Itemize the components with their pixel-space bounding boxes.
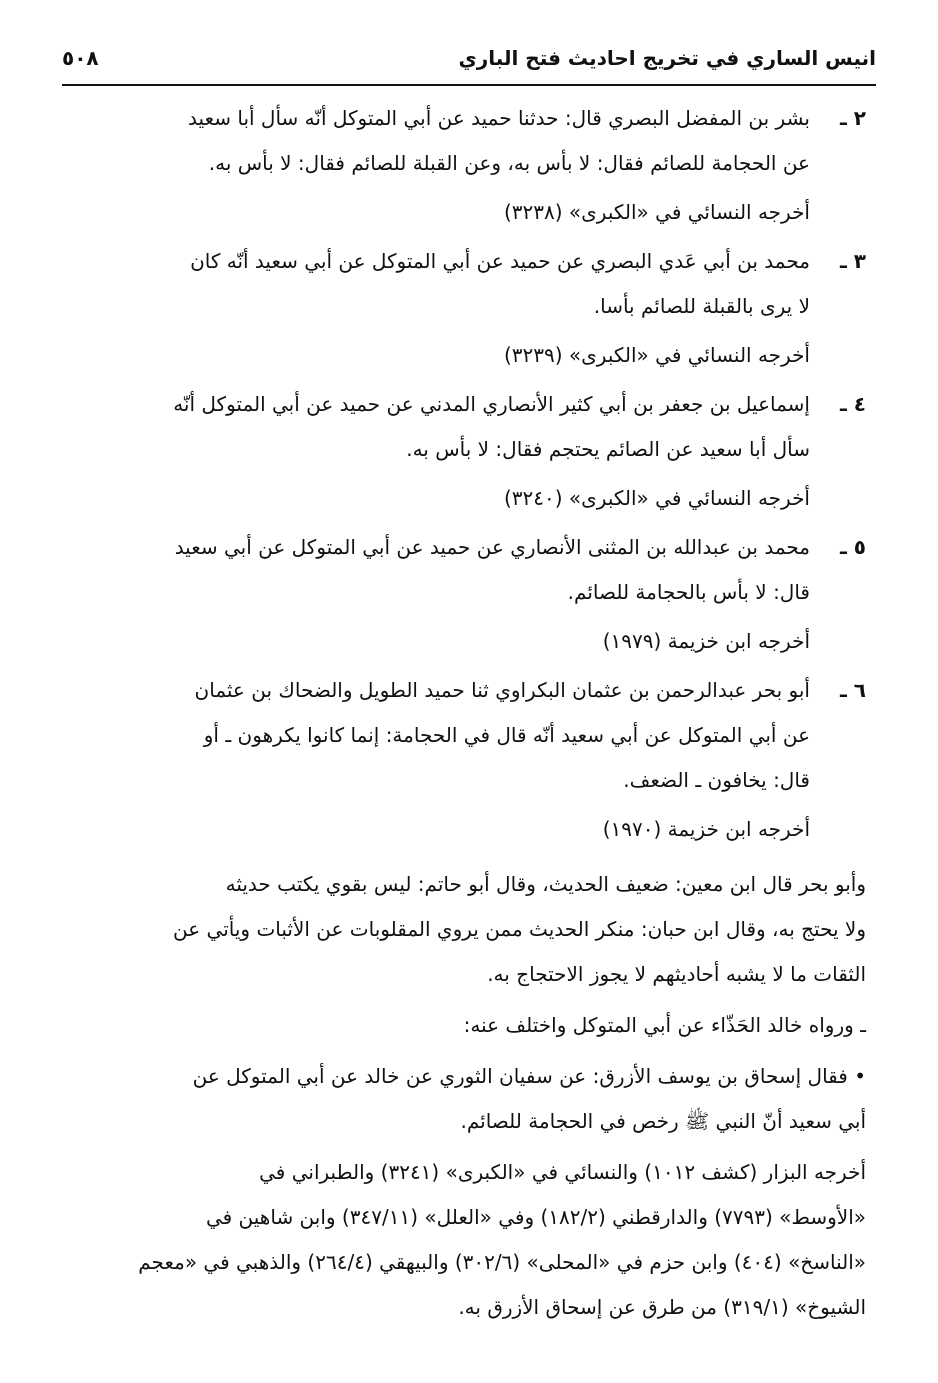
text-line: «الناسخ» (٤٠٤) وابن حزم في «المحلى» (٣٠٢/٦) والبيهقي (٢٦٤/٤) والذهبي في «معجم [138,1250,866,1274]
source-citation: أخرجه النسائي في «الكبرى» (٣٢٣٨) [503,200,810,224]
source-citation: أخرجه ابن خزيمة (١٩٧٩) [602,629,810,653]
item-text [62,382,810,525]
commentary-paragraph [62,1150,866,1330]
item-number: ٤ ـ [839,392,866,416]
text-line: عن الحجامة للصائم فقال: لا بأس به، وعن القبلة للصائم فقال: لا بأس به. [208,151,810,175]
text-line: سأل أبا سعيد عن الصائم يحتجم فقال: لا بأس به. [406,437,810,461]
text-line: قال: لا بأس بالحجامة للصائم. [567,580,810,604]
source-citation: أخرجه النسائي في «الكبرى» (٣٢٤٠) [503,486,810,510]
item-text [62,525,810,668]
item-text [62,96,810,239]
item-text [62,239,810,382]
text-line: وأبو بحر قال ابن معين: ضعيف الحديث، وقال أبو حاتم: ليس بقوي يكتب حديثه [225,872,866,896]
narration-item [62,96,866,239]
commentary-paragraph [62,1054,866,1144]
item-text [62,668,810,856]
item-number: ٥ ـ [839,535,866,559]
page-number: ٥٠٨ [62,46,99,70]
narration-item [62,382,866,525]
text-line: ولا يحتج به، وقال ابن حبان: منكر الحديث ممن يروي المقلوبات عن الأثبات ويأتي عن [173,917,866,941]
text-line: أخرجه البزار (كشف ١٠١٢) والنسائي في «الكبرى» (٣٢٤١) والطبراني في [259,1160,866,1184]
source-citation: أخرجه النسائي في «الكبرى» (٣٢٣٩) [503,343,810,367]
item-number: ٦ ـ [839,678,866,702]
page-body [62,96,866,1336]
text-line: أبي سعيد أنّ النبي ﷺ رخص في الحجامة للصائم. [460,1109,866,1133]
item-number: ٣ ـ [839,249,866,273]
text-line: محمد بن عبدالله بن المثنى الأنصاري عن حميد عن أبي المتوكل عن أبي سعيد [174,535,810,559]
text-line: أبو بحر عبدالرحمن بن عثمان البكراوي ثنا حميد الطويل والضحاك بن عثمان [194,678,810,702]
source-citation: أخرجه ابن خزيمة (١٩٧٠) [602,817,810,841]
narration-item [62,668,866,856]
page-header [62,38,876,78]
narration-item [62,239,866,382]
text-line: «الأوسط» (٧٧٩٣) والدارقطني (١٨٢/٢) وفي «العلل» (٣٤٧/١١) وابن شاهين في [205,1205,866,1229]
text-line: ـ ورواه خالد الحَذّاء عن أبي المتوكل واختلف عنه: [463,1013,866,1037]
text-line: عن أبي المتوكل عن أبي سعيد أنّه قال في الحجامة: إنما كانوا يكرهون ـ أو [203,723,810,747]
book-title: انيس الساري في تخريج احاديث فتح الباري [458,46,876,70]
narration-item [62,525,866,668]
text-line: إسماعيل بن جعفر بن أبي كثير الأنصاري المدني عن حميد عن أبي المتوكل أنّه [173,392,810,416]
text-line: قال: يخافون ـ الضعف. [623,768,810,792]
commentary-paragraph [62,862,866,997]
text-line: بشر بن المفضل البصري قال: حدثنا حميد عن أبي المتوكل أنّه سأل أبا سعيد [188,106,810,130]
text-line: الثقات ما لا يشبه أحاديثهم لا يجوز الاحتجاج به. [487,962,866,986]
header-divider [62,84,876,86]
text-line: محمد بن أبي عَدي البصري عن حميد عن أبي المتوكل عن أبي سعيد أنّه كان [190,249,810,273]
text-line: لا يرى بالقبلة للصائم بأسا. [593,294,810,318]
item-number: ٢ ـ [839,106,866,130]
text-line: الشيوخ» (٣١٩/١) من طرق عن إسحاق الأزرق به. [458,1295,866,1319]
text-line: • فقال إسحاق بن يوسف الأزرق: عن سفيان الثوري عن خالد عن أبي المتوكل عن [192,1064,866,1088]
commentary-paragraph [62,1003,866,1048]
